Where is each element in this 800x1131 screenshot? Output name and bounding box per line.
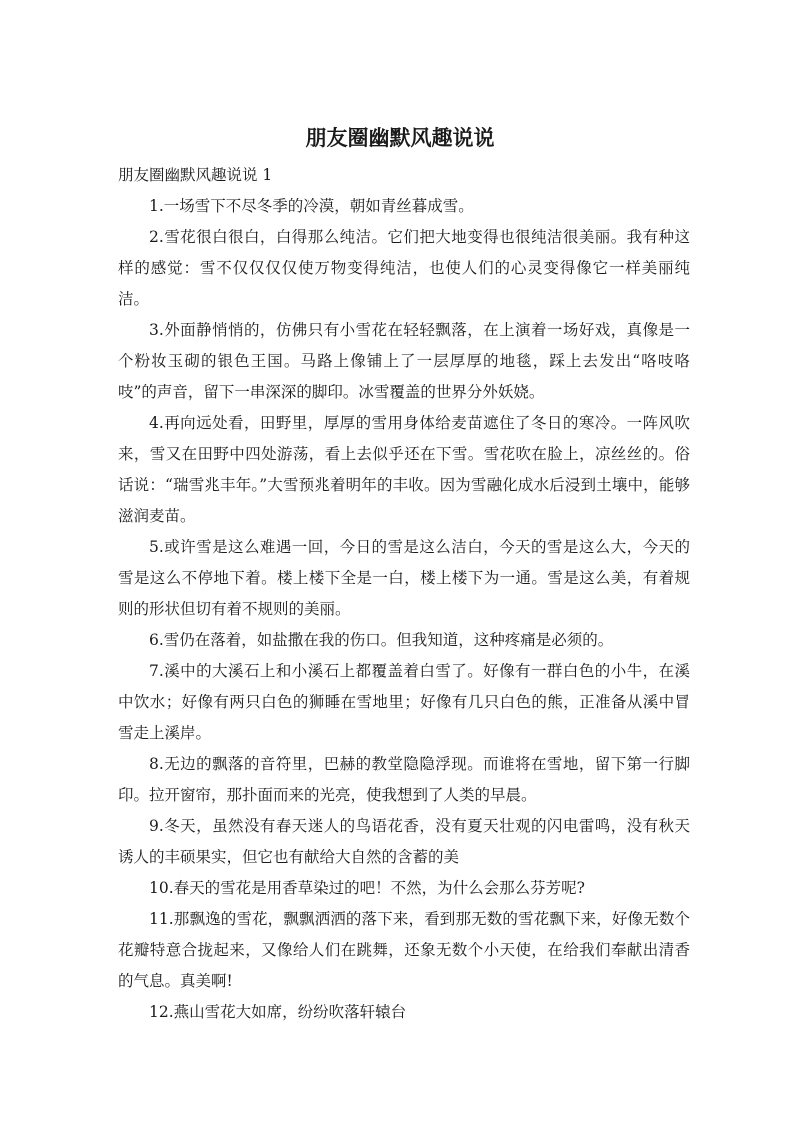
paragraph-4: 4.再向远处看，田野里，厚厚的雪用身体给麦苗遮住了冬日的寒冷。一阵风吹来，雪又在田野中四处游荡，看上去似乎还在下雪。雪花吹在脸上，凉丝丝的。俗话说：“瑞雪兆丰年。”大雪预兆着明年的丰收。因为雪融化成水后浸到土壤中，能够滋润麦苗。 <box>118 414 690 525</box>
page-title: 朋友圈幽默风趣说说 <box>305 126 495 150</box>
paragraph-12: 12.燕山雪花大如席，纷纷吹落轩辕台 <box>149 1003 407 1021</box>
paragraph-1: 1.一场雪下不尽冬季的冷漠，朝如青丝暮成雪。 <box>149 197 474 215</box>
paragraph-6: 6.雪仍在落着，如盐撒在我的伤口。但我知道，这种疼痛是必须的。 <box>149 631 614 649</box>
paragraph-7: 7.溪中的大溪石上和小溪石上都覆盖着白雪了。好像有一群白色的小牛，在溪中饮水；好像有两只白色的狮睡在雪地里；好像有几只白色的熊，正准备从溪中冒雪走上溪岸。 <box>118 662 690 742</box>
document-body <box>118 160 690 1028</box>
paragraph-8: 8.无边的飘落的音符里，巴赫的教堂隐隐浮现。而谁将在雪地，留下第一行脚印。拉开窗帘，那扑面而来的光亮，使我想到了人类的早晨。 <box>118 755 690 804</box>
section-subtitle: 朋友圈幽默风趣说说 1 <box>118 166 273 184</box>
paragraph-3: 3.外面静悄悄的，仿佛只有小雪花在轻轻飘落，在上演着一场好戏，真像是一个粉妆玉砌的银色王国。马路上像铺上了一层厚厚的地毯，踩上去发出“咯吱咯吱”的声音，留下一串深深的脚印。冰雪覆盖的世界分外妖娆。 <box>118 321 690 401</box>
paragraph-2: 2.雪花很白很白，白得那么纯洁。它们把大地变得也很纯洁很美丽。我有种这样的感觉：雪不仅仅仅仅使万物变得纯洁，也使人们的心灵变得像它一样美丽纯洁。 <box>118 228 690 308</box>
paragraph-5: 5.或许雪是这么难遇一回，今日的雪是这么洁白，今天的雪是这么大，今天的雪是这么不停地下着。楼上楼下全是一白，楼上楼下为一通。雪是这么美，有着规则的形状但切有着不规则的美丽。 <box>118 538 690 618</box>
paragraph-11: 11.那飘逸的雪花，飘飘洒洒的落下来，看到那无数的雪花飘下来，好像无数个花瓣特意合拢起来，又像给人们在跳舞，还象无数个小天使，在给我们奉献出清香的气息。真美啊! <box>118 910 690 990</box>
paragraph-10: 10.春天的雪花是用香草染过的吧！不然，为什么会那么芬芳呢? <box>149 879 585 897</box>
paragraph-9: 9.冬天，虽然没有春天迷人的鸟语花香，没有夏天壮观的闪电雷鸣，没有秋天诱人的丰硕果实，但它也有献给大自然的含蓄的美 <box>118 817 690 866</box>
